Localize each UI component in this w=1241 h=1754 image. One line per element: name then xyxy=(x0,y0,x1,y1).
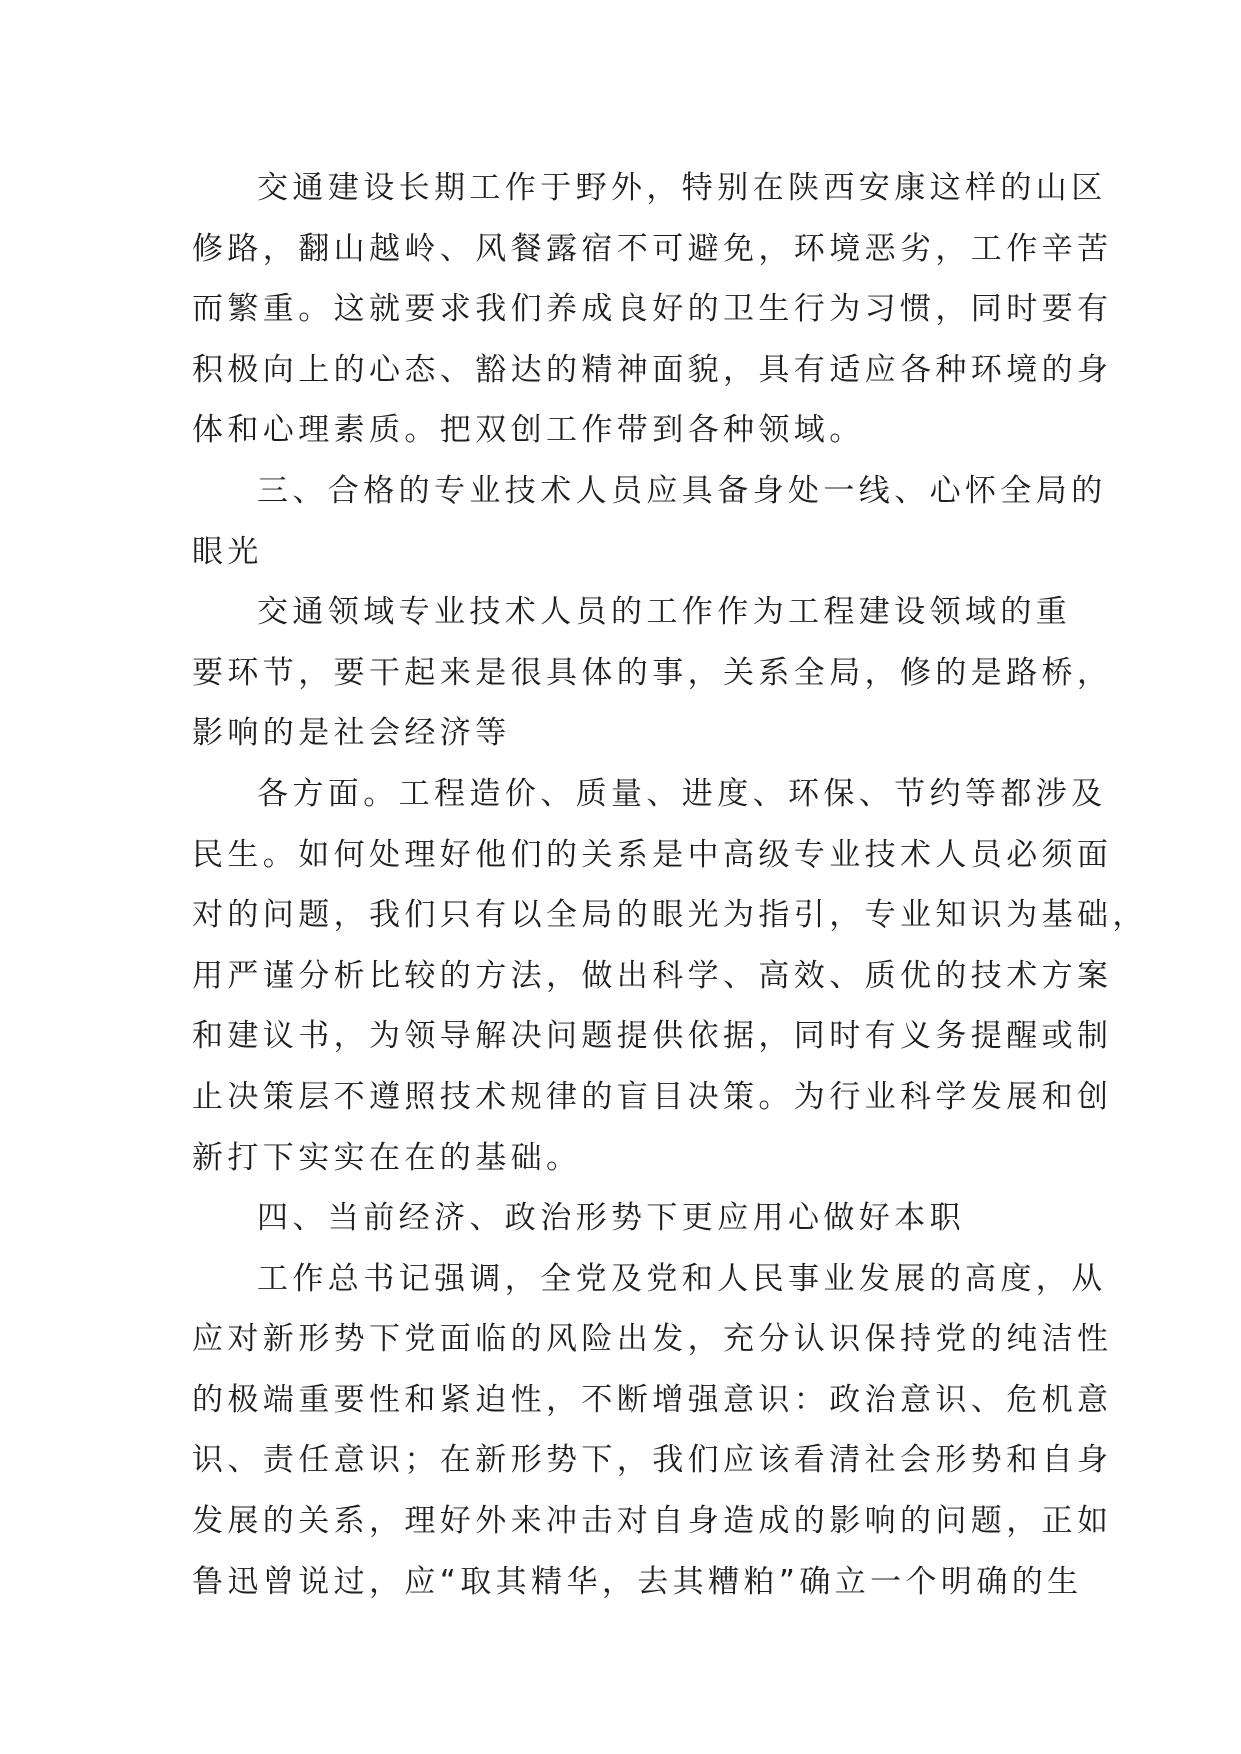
text-line: 交通领域专业技术人员的工作作为工程建设领域的重 xyxy=(257,594,1072,631)
text-line: 止决策层不遵照技术规律的盲目决策。为行业科学发展和创 xyxy=(192,1078,1113,1115)
text-line: 发展的关系，理好外来冲击对自身造成的影响的问题，正如 xyxy=(192,1503,1113,1540)
text-line: 各方面。工程造价、质量、进度、环保、节约等都涉及 xyxy=(257,775,1107,812)
section-heading-3: 三、合格的专业技术人员应具备身处一线、心怀全局的 xyxy=(257,472,1107,509)
text-line: 而繁重。这就要求我们养成良好的卫生行为习惯，同时要有 xyxy=(192,291,1113,328)
section-heading-3-cont: 眼光 xyxy=(192,533,263,570)
text-line: 交通建设长期工作于野外，特别在陕西安康这样的山区 xyxy=(257,170,1107,206)
text-line: 体和心理素质。把双创工作带到各种领域。 xyxy=(192,412,865,449)
text-line: 识、责任意识；在新形势下，我们应该看清社会形势和自身 xyxy=(192,1442,1113,1479)
text-line: 要环节，要干起来是很具体的事，关系全局，修的是路桥， xyxy=(192,654,1113,691)
body-text xyxy=(192,158,1148,1612)
text-line: 工作总书记强调，全党及党和人民事业发展的高度，从 xyxy=(257,1260,1107,1297)
text-line: 和建议书，为领导解决问题提供依据，同时有义务提醒或制 xyxy=(192,1018,1113,1055)
section-heading-4: 四、当前经济、政治形势下更应用心做好本职 xyxy=(257,1200,965,1237)
text-line: 鲁迅曾说过，应“取其精华，去其糟粕”确立一个明确的生 xyxy=(192,1563,1083,1600)
text-line: 应对新形势下党面临的风险出发，充分认识保持党的纯洁性 xyxy=(192,1321,1113,1358)
text-line: 影响的是社会经济等 xyxy=(192,715,511,752)
text-line: 用严谨分析比较的方法，做出科学、高效、质优的技术方案 xyxy=(192,957,1113,994)
text-line: 积极向上的心态、豁达的精神面貌，具有适应各种环境的身 xyxy=(192,351,1113,388)
text-line: 对的问题，我们只有以全局的眼光为指引，专业知识为基础， xyxy=(192,897,1148,934)
text-line: 新打下实实在在的基础。 xyxy=(192,1139,582,1176)
text-line: 修路，翻山越岭、风餐露宿不可避免，环境恶劣，工作辛苦 xyxy=(192,230,1113,267)
text-line: 的极端重要性和紧迫性，不断增强意识：政治意识、危机意 xyxy=(192,1381,1113,1418)
text-line: 民生。如何处理好他们的关系是中高级专业技术人员必须面 xyxy=(192,836,1113,873)
